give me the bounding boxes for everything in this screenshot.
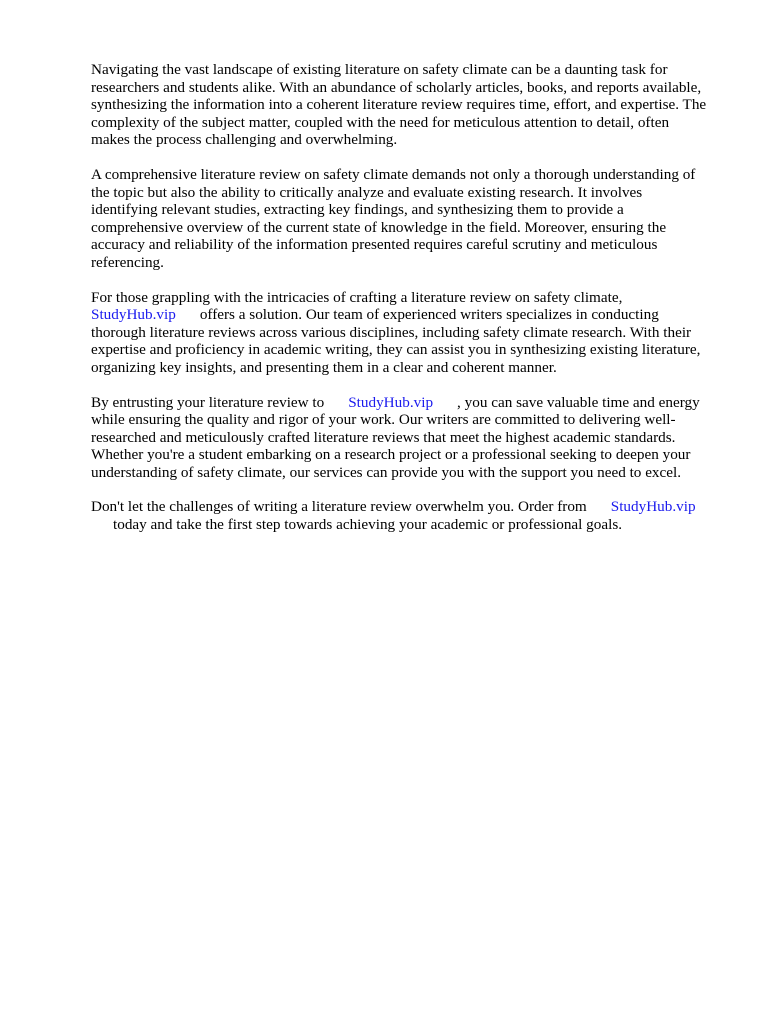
text-line: while ensuring the quality and rigor of your work. Our writers are committed to delivering well- — [91, 411, 676, 429]
text-line: researchers and students alike. With an abundance of scholarly articles, books, and reports available, — [91, 78, 702, 96]
text-line: synthesizing the information into a coherent literature review requires time, effort, and expertise. The — [91, 96, 707, 114]
studyhub-link[interactable]: StudyHub.vip — [91, 306, 176, 324]
text-line: complexity of the subject matter, coupled with the need for meticulous attention to detail, often — [91, 113, 670, 131]
text-fragment: By entrusting your literature review to — [91, 393, 325, 411]
paragraph-solution — [91, 289, 731, 377]
text-line: the topic but also the ability to critically analyze and evaluate existing research. It involves — [91, 183, 643, 201]
text-line: today and take the first step towards achieving your academic or professional goals. — [113, 516, 623, 534]
text-fragment: Don't let the challenges of writing a literature review overwhelm you. Order from — [91, 498, 587, 516]
text-line: referencing. — [91, 253, 164, 271]
text-line — [91, 498, 731, 516]
text-line: A comprehensive literature review on safety climate demands not only a thorough understanding of — [91, 165, 696, 183]
studyhub-link[interactable]: StudyHub.vip — [610, 498, 696, 516]
text-line: Whether you're a student embarking on a research project or a professional seeking to deepen your — [91, 446, 691, 464]
text-line: comprehensive overview of the current state of knowledge in the field. Moreover, ensuring the — [91, 218, 667, 236]
text-line: organizing key insights, and presenting them in a clear and coherent manner. — [91, 358, 557, 376]
text-line: identifying relevant studies, extracting key findings, and synthesizing them to provide a — [91, 201, 624, 219]
text-line: understanding of safety climate, our services can provide you with the support you need to excel. — [91, 463, 682, 481]
paragraph-intro — [91, 61, 731, 149]
text-line — [91, 394, 731, 412]
text-line — [91, 306, 731, 324]
paragraph-benefits — [91, 394, 731, 482]
paragraph-call-to-action — [91, 498, 731, 533]
text-line: researched and meticulously crafted literature reviews that meet the highest academic standards. — [91, 428, 676, 446]
text-line: accuracy and reliability of the information presented requires careful scrutiny and meticulous — [91, 236, 658, 254]
text-line: Navigating the vast landscape of existing literature on safety climate can be a daunting task for — [91, 61, 668, 78]
paragraph-requirements — [91, 166, 731, 272]
text-line: makes the process challenging and overwhelming. — [91, 131, 398, 149]
text-line: For those grappling with the intricacies of crafting a literature review on safety climate, — [91, 288, 623, 306]
document-body — [91, 61, 731, 551]
studyhub-link[interactable]: StudyHub.vip — [348, 393, 434, 411]
text-line: expertise and proficiency in academic writing, they can assist you in synthesizing existing literature, — [91, 341, 701, 359]
text-fragment: offers a solution. Our team of experienced writers specializes in conducting — [199, 306, 659, 324]
text-line: thorough literature reviews across various disciplines, including safety climate research. With their — [91, 323, 692, 341]
text-fragment: , you can save valuable time and energy — [457, 393, 700, 411]
